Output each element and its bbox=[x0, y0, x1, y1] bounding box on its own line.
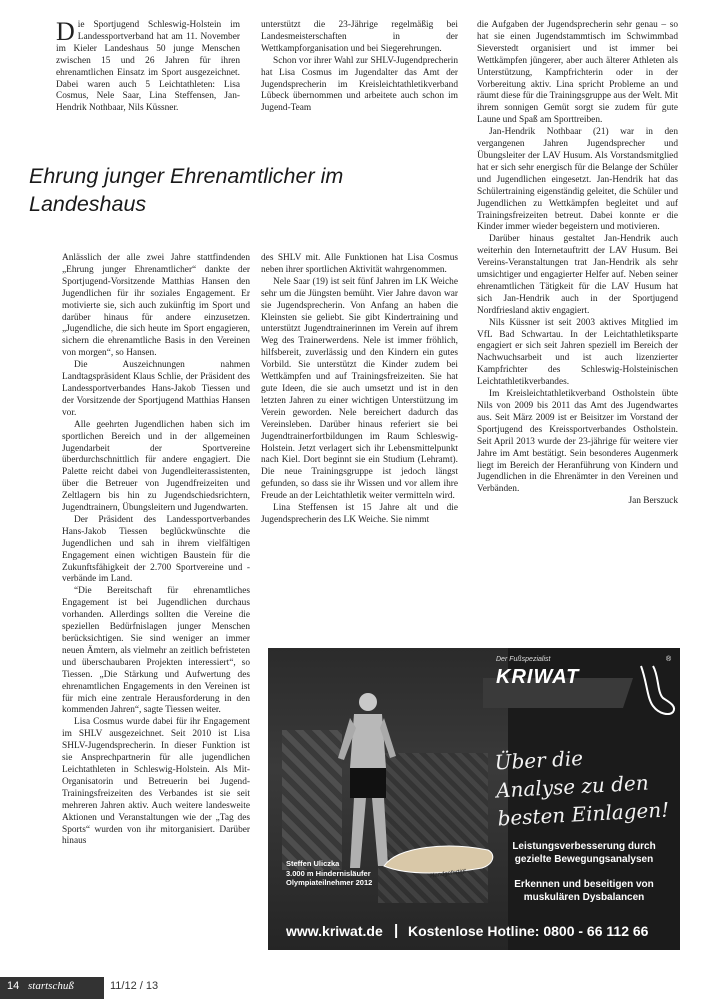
paragraph: die Aufgaben der Jugendsprecherin sehr genau – so hat sie einen Jugendstammtisch im Schwimmbad Sieverstedt organisiert und ist immer bei Wettkämpfen jüngerer, aber auch älterer Athleten als Unterstützung, Kampfrichterin oder in der Vorbereitung aktiv. Lina spricht Probleme an und räumt diese für die Trainingsgruppe aus der Welt. Mit ihrem sonnigen Gemüt sorgt sie zudem für gute Laune und Spaß am Sporttreiben. bbox=[477, 20, 678, 126]
ad-hotline: Kostenlose Hotline: 0800 - 66 112 66 bbox=[408, 923, 649, 939]
paragraph: des SHLV mit. Alle Funktionen hat Lisa Cosmus neben ihrer sportlichen Aktivität wahrgenommen. bbox=[261, 253, 458, 275]
paragraph: Darüber hinaus gestaltet Jan-Hendrik auch weiterhin den Internetauftritt der LAV Husum. Bei Vereins-Veranstaltungen trat Jan-Hendrik als sehr umsichtiger und engagierter Helfer auf. Neben seiner ehrenamtlichen Tätigkeit für die LAV Husum hat sich Jan-Hendrik auch in der Sportjugend Nordfriesland aktiv engagiert. bbox=[477, 234, 678, 316]
issue-number: 11/12 / 13 bbox=[110, 980, 159, 992]
article-column-3 bbox=[477, 20, 678, 508]
drop-cap: D bbox=[56, 17, 75, 46]
ad-slogan bbox=[494, 740, 670, 833]
page-footer bbox=[0, 970, 711, 1000]
article-intro-column bbox=[56, 17, 240, 115]
brand-logo: KRIWAT bbox=[496, 666, 580, 688]
brand-tagline: Der Fußspezialist bbox=[496, 656, 551, 663]
registered-mark: ® bbox=[666, 656, 672, 663]
paragraph: Schon vor ihrer Wahl zur SHLV-Jugendprecherin hat Lisa Cosmus im Jugendalter das Amt der Jugendsprecherin im Kreisleichtathletikverband Lübeck übernommen und arbeitete auch schon im Jugend-Team bbox=[261, 55, 458, 114]
paragraph: Die Auszeichnungen nahmen Landtagspräsident Klaus Schlie, der Präsident des Landessportverbandes Hans-Jakob Tiessen und der Vorsitzende der Sportjugend Matthias Hansen vor. bbox=[62, 360, 250, 418]
athlete-description: 3.000 m Hindernisläufer bbox=[286, 868, 371, 878]
article-top-column-2 bbox=[261, 20, 458, 115]
magazine-name: startschuß bbox=[28, 980, 74, 992]
intro-paragraph: ie Sportjugend Schleswig-Holstein im Landessportverband hat am 11. November im Kieler Landeshaus 50 junge Menschen zwischen 15 und 26 Jahren für ihren ehrenamtlichen Einsatz im Sport ausgezeichnet. Dabei waren auch 5 Leichtathleten: Lisa Cosmus, Nele Saar, Lina Steffensen, Jan-Hendrik Nothbaar, Nils Küssner. bbox=[56, 20, 240, 114]
athlete-name: Steffen Uliczka bbox=[286, 859, 340, 868]
article-column-2 bbox=[261, 253, 458, 527]
paragraph: Nils Küssner ist seit 2003 aktives Mitglied im VfL Bad Schwartau. In der Leichtathletiksparte engagiert er sich seit Jahren speziell im Bereich der Nachwuchsarbeit und ist auch lizenzierter Kampfrichter des Schleswig-Holsteinischen Leichtathletikverbandes. bbox=[477, 317, 678, 388]
paragraph: Anlässlich der alle zwei Jahre stattfindenden „Ehrung junger Ehrenamtlicher“ dankte der Sportjugend-Vorsitzende Matthias Hansen den Jugendlichen für ihr soziales Engagement. Er motivierte sie, sich auch zukünftig im Sport und darüber hinaus für andere einzusetzen. „Jugendliche, die sich heute im Sport engagieren, sichern die ehrenamtliche Basis in den Vereinen von morgen“, so Hansen. bbox=[62, 253, 250, 359]
paragraph: Jan-Hendrik Nothbaar (21) war in den vergangenen Jahren Jugendsprecher und Übungsleiter der LAV Husum. Als Vorstandsmitglied hat er sich sehr energisch für die Belange der Schüler und Jugendlichen eingesetzt. Jan-Hendrik hat das Schülertraining eigenständig geleitet, die Schüler und Jugendlichen zu Wettkämpfen begleitet und auf Trainingsfreizeiten betreut. Dabei konnte er die Kinder immer wieder begeistern und motivieren. bbox=[477, 127, 678, 233]
slogan-line: besten Einlagen! bbox=[496, 797, 670, 831]
ad-benefit: Leistungsverbesserung durch gezielte Bewegungsanalysen bbox=[512, 841, 656, 865]
page-number: 14 bbox=[7, 980, 20, 992]
athlete-caption bbox=[286, 859, 372, 888]
paragraph: Lina Steffensen ist 15 Jahre alt und die Jugendsprecherin des LK Weiche. Sie nimmt bbox=[261, 503, 458, 525]
author-signature: Jan Berszuck bbox=[628, 496, 678, 507]
paragraph: “Die Bereitschaft für ehrenamtliches Engagement ist bei Jugendlichen durchaus vorhanden. Allerdings sollten die Vereine die speziellen Bedürfnislagen junger Menschen berücksichtigen. Sie sind weniger an immer neuen Ämtern, als vielmehr an zeitlich befristeten und überschaubaren Projekten interessiert“, so Tiessen. „Die Stärkung und Aufwertung des ehrenamtlichen Engagements in den Vereinen ist für mich eine zentrale Herausforderung in den kommenden Jahren“, sagte Tiessen weiter. bbox=[62, 586, 250, 716]
paragraph: Im Kreisleichtathletikverband Ostholstein übte Nils von 2009 bis 2011 das Amt des Jugendwartes aus. Seit März 2009 ist er Beisitzer im Vorstand der Sportjugend des Kreissportverbandes Ostholstein. Seit April 2013 wurde der 23-jährige für weitere vier Jahre im Amt bestätigt. Sein besonderes Augenmerk liegt im Bereich der Heranführung von Kindern und Jugendlichen in die Ehrenämter in den Vereinen und Verbänden. bbox=[477, 389, 678, 495]
article-headline: Ehrung junger Ehrenamtlicher im Landeshaus bbox=[29, 164, 344, 216]
handmade-stamp: Handgefertigt bbox=[429, 868, 467, 880]
paragraph: unterstützt die 23-Jährige regelmäßig bei Landesmeisterschaften in der Wettkampforganisation und bei Siegerehrungen. bbox=[261, 20, 458, 54]
slogan-line: Analyse zu den bbox=[495, 770, 650, 803]
paragraph: Nele Saar (19) ist seit fünf Jahren im LK Weiche sehr um die Jüngsten bemüht. Vier Jahre davon war sie Jugendsprecherin. Von Anfang an haben die Kleinsten sie geliebt. Sie gibt Kindertraining und unterstützt Jugendtrainerinnen im Verein auf ihrem Weg des Trainerwerdens. Nele ist immer fröhlich, hilfsbereit, zuverlässig und den Kindern ein gutes Vorbild. Sie unterstützt die Kinder zudem bei Wettkämpfen und auf Trainingsfreizeiten. Sie hat gute Ideen, die sie auch umsetzt und ist in den letzten Jahren zu einer wichtigen Unterstützung im Verein geworden. Nele bereichert dadurch das Vereinsleben. Darüber hinaus referiert sie bei Jugendtrainerfortbildungen im Raum Schleswig-Holstein. Jetzt verlagert sich ihr Lebensmittelpunkt nach Kiel. Dort beginnt sie ein Studium (Lehramt). Die neue Trainingsgruppe ist jedoch längst gefunden, so dass sie ihr Wissen und vor allem ihre Freude an der Leichtathletik weiter vermitteln wird. bbox=[261, 276, 458, 502]
ad-website-link[interactable]: www.kriwat.de bbox=[286, 923, 383, 939]
athlete-title: Olympiateilnehmer 2012 bbox=[286, 878, 373, 887]
kriwat-advertisement bbox=[268, 648, 680, 950]
article-column-1 bbox=[62, 253, 250, 848]
ad-benefit: Erkennen und beseitigen von muskulären Dysbalancen bbox=[514, 879, 654, 903]
paragraph: Lisa Cosmus wurde dabei für ihr Engagement im SHLV ausgezeichnet. Seit 2010 ist Lisa SHLV-Jugendsprecherin. In dieser Funktion ist sie Ansprechpartnerin für alle jugendlichen Leichtathleten in Schleswig-Holstein. Als Mit-Organisatorin und Betreuerin bei Jugend-Trainingsfreizeiten des Verbandes ist sie seit mehreren Jahren aktiv. Auch weitere landesweite Aktionen und Veranstaltungen wie der „Tag des Sports“ wurden von ihr mitorganisiert. Darüber hinaus bbox=[62, 717, 250, 847]
separator: | bbox=[394, 922, 399, 939]
slogan-line: Über die bbox=[494, 745, 584, 775]
paragraph: Der Präsident des Landessportverbandes Hans-Jakob Tiessen beglückwünschte die Jugendlichen und sah in ihrem vielfältigen Engagement einen wichtigen Baustein für die Zukunftsfähigkeit der 2.700 Sportvereine und -verbände im Land. bbox=[62, 514, 250, 585]
paragraph: Alle geehrten Jugendlichen haben sich im sportlichen Bereich und in der allgemeinen Jugendarbeit der Sportvereine überdurchschnittlich für andere engagiert. Die Palette reicht dabei von Jugendleiterassistenten, über die Betreuer von Jugendfreizeiten und Zeltlagern bis hin zu Jugendschiedsrichtern, Jugendtrainern, Übungsleitern und Jugendwarten. bbox=[62, 419, 250, 514]
